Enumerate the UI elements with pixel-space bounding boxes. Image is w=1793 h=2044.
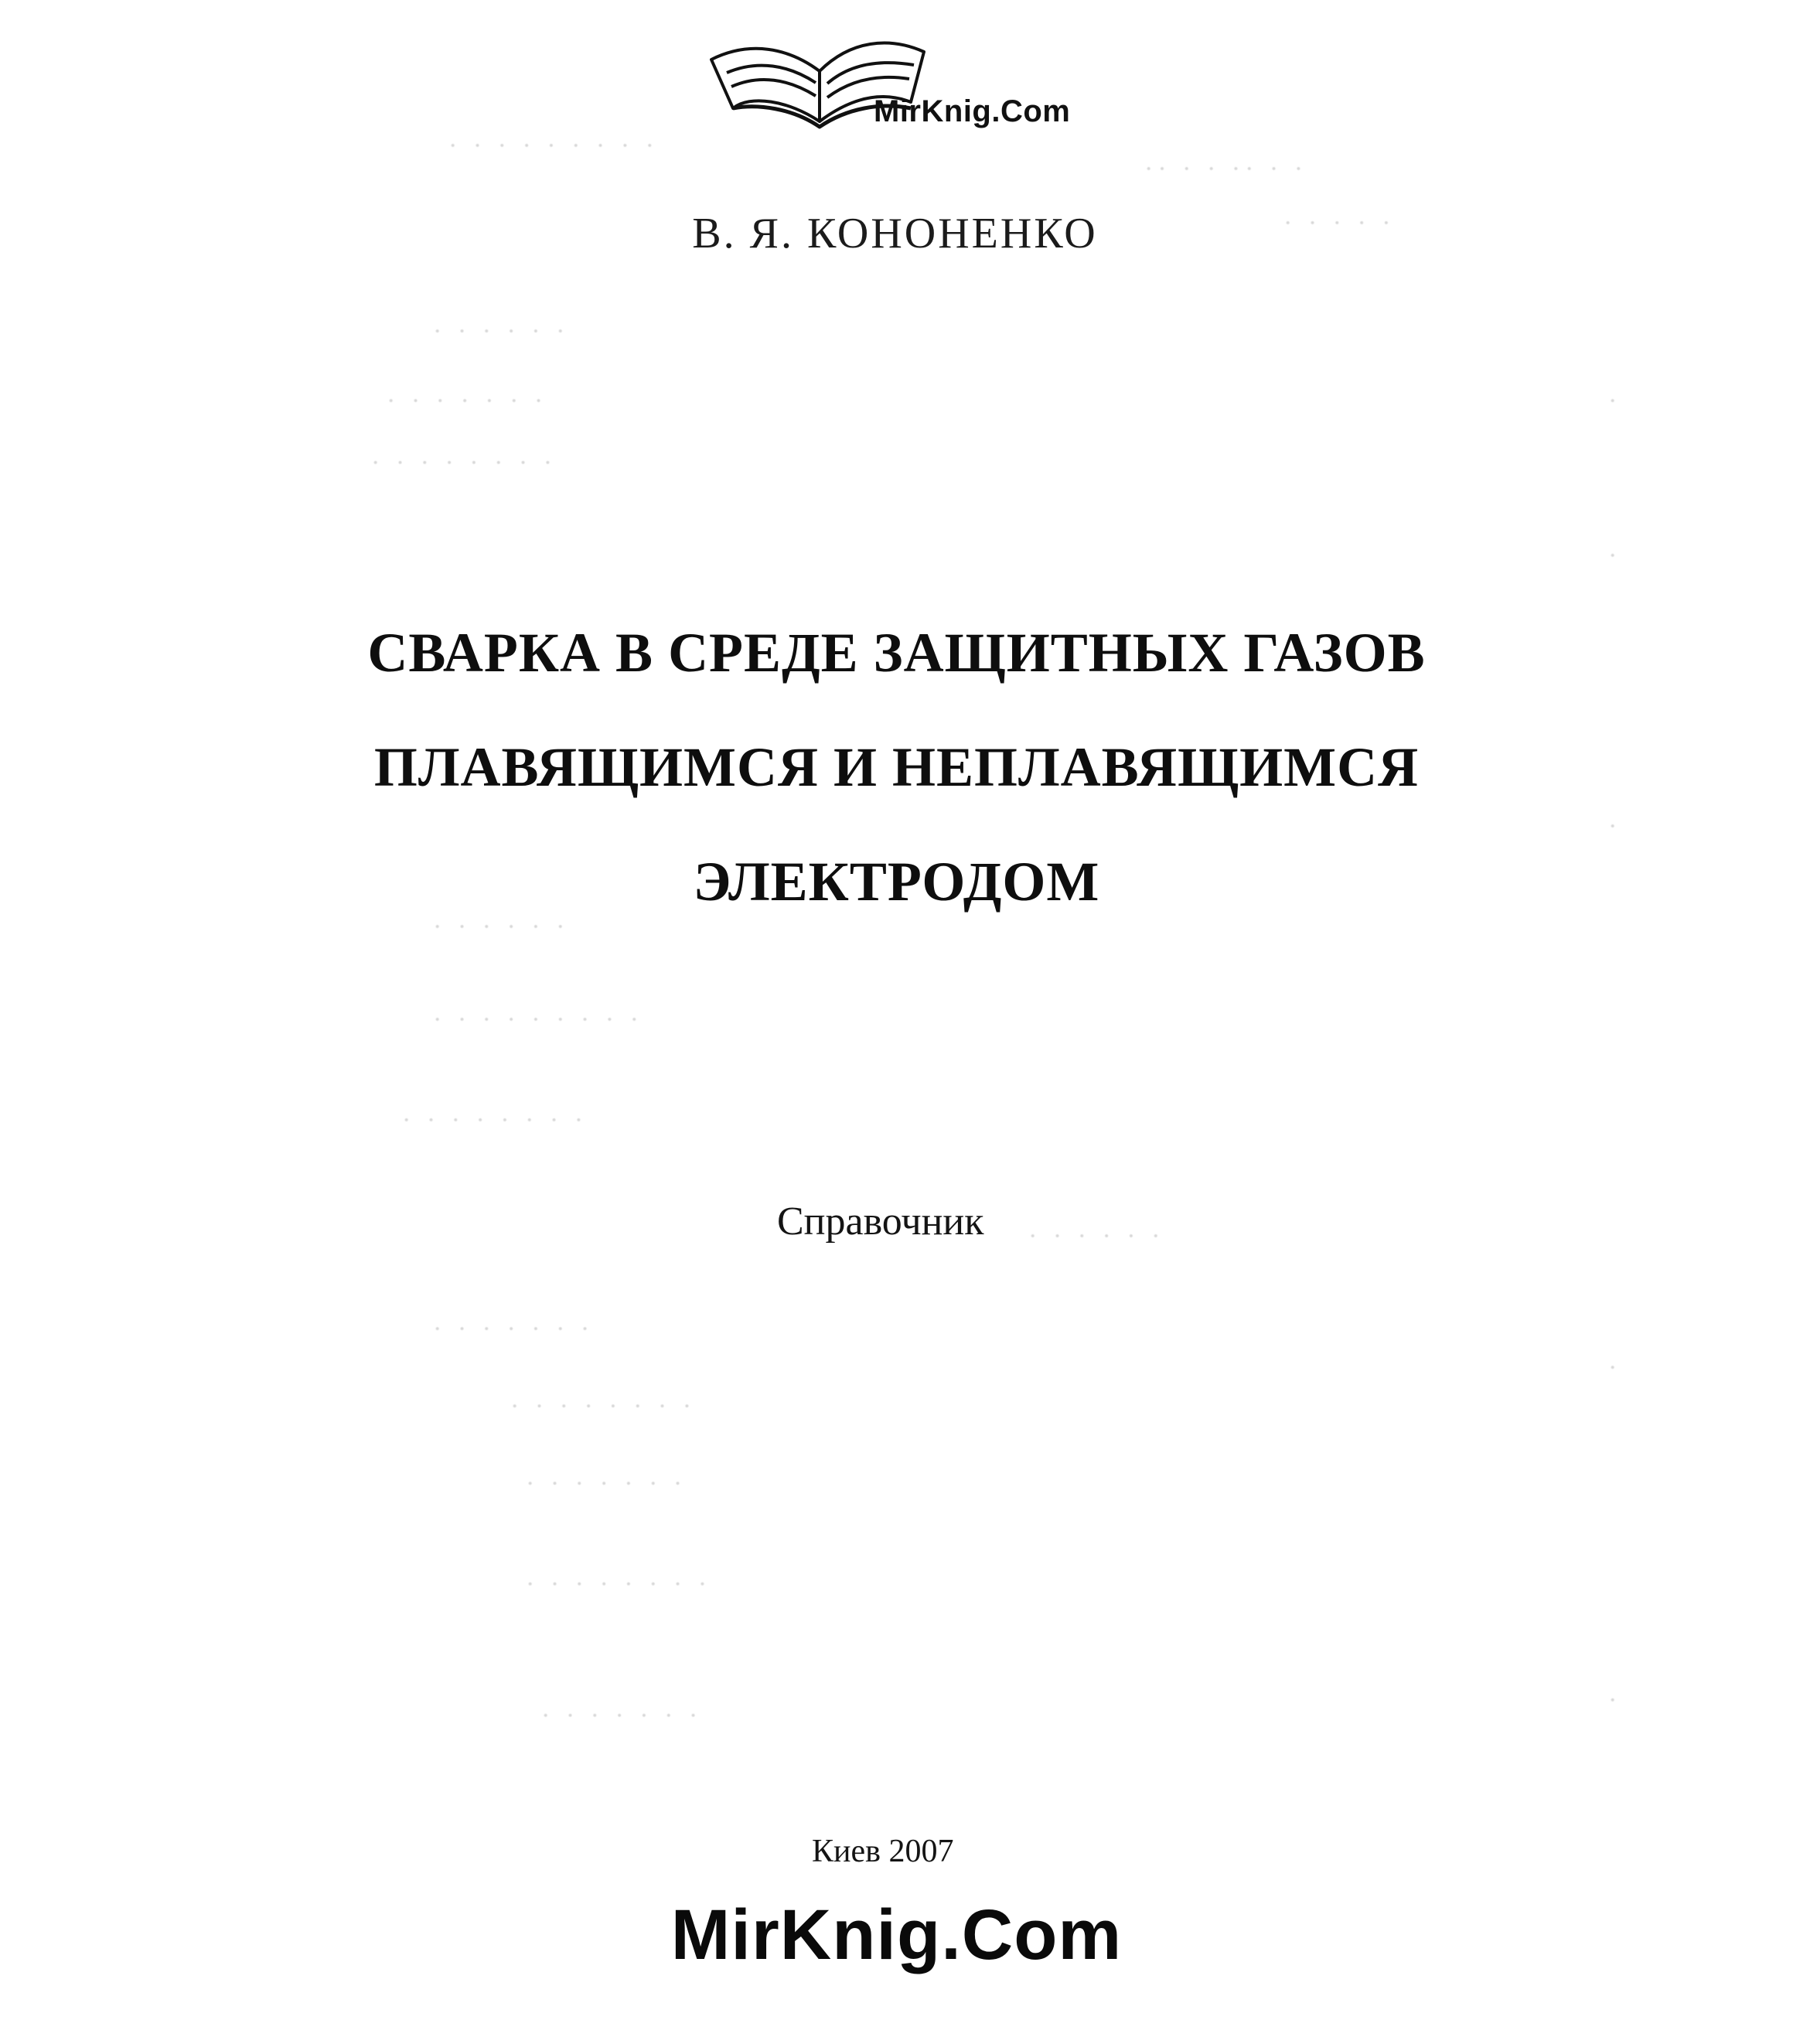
bleed-through-noise: ·	[1608, 387, 1622, 415]
bleed-through-noise: · · · · · · ·	[433, 1315, 595, 1343]
bleed-through-noise: · · · · · · ·	[541, 1701, 703, 1730]
bleed-through-noise: · · · · · · · ·	[371, 449, 557, 477]
bleed-through-noise: ·	[1608, 1686, 1622, 1715]
imprint-place-year: Киев 2007	[812, 1834, 954, 1869]
author-name	[0, 209, 1793, 258]
bleed-through-noise: · · · · · · · ·	[510, 1392, 697, 1421]
bleed-through-noise: · · · · · · ·	[387, 387, 548, 415]
bleed-through-noise: · · · · · · · ·	[402, 1106, 588, 1135]
bleed-through-noise: · · · · · · ·	[526, 1469, 687, 1498]
watermark-logo-top	[704, 17, 1106, 148]
bleed-through-noise: · · · · · · · · ·	[433, 1005, 643, 1034]
title-line-1: СВАРКА В СРЕДЕ ЗАЩИТНЫХ ГАЗОВ	[367, 622, 1426, 684]
title-line-3: ЭЛЕКТРОДОМ	[693, 851, 1100, 913]
book-subtitle: Справочник	[777, 1199, 984, 1244]
watermark-text-top: MirKnig.Com	[874, 94, 1071, 128]
bleed-through-noise: · · · · · · · ·	[526, 1570, 712, 1599]
title-line-2: ПЛАВЯЩИМСЯ И НЕПЛАВЯЩИМСЯ	[373, 736, 1420, 798]
author-text: В. Я. КОНОНЕНКО	[692, 210, 1098, 258]
bleed-through-noise: · · · · · ·	[433, 317, 570, 346]
bleed-through-noise: · · · · · · · · ·	[448, 131, 659, 160]
book-title	[0, 595, 1793, 939]
bleed-through-noise: ·	[1608, 541, 1622, 570]
bleed-through-noise: · · · · · ·	[433, 913, 570, 941]
bleed-through-noise: ·· · · ·· · ·	[1144, 155, 1308, 183]
bleed-through-noise: ·	[1608, 1353, 1622, 1382]
bleed-through-noise: · · · · ·	[1283, 209, 1396, 237]
bleed-through-noise: · · · · · ·	[1028, 1222, 1165, 1251]
watermark-text-bottom: MirKnig.Com	[670, 1896, 1123, 1974]
bleed-through-noise: ·	[1608, 812, 1622, 841]
